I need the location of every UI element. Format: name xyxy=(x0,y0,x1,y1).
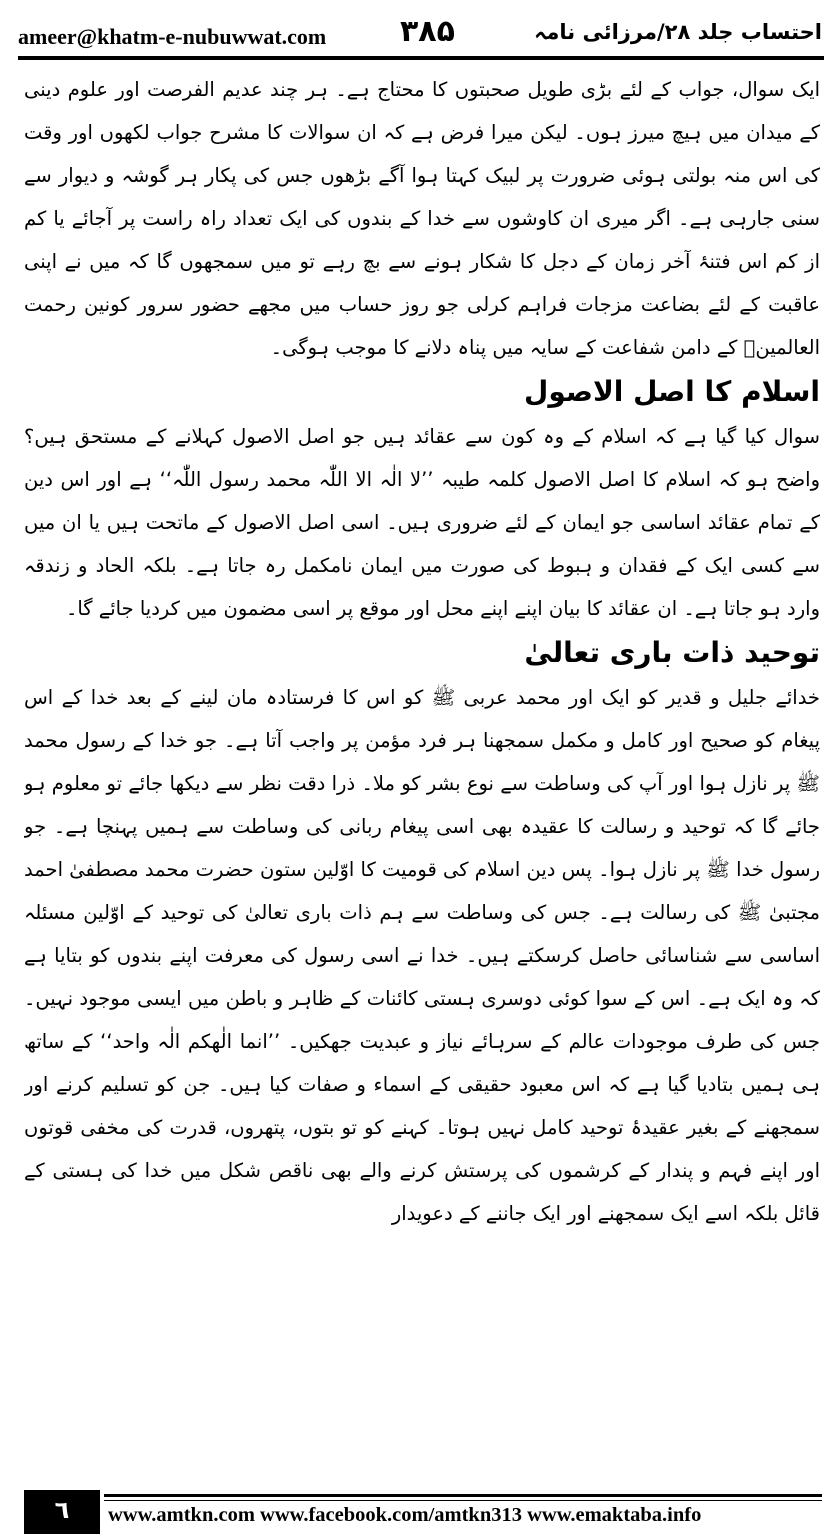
section-heading-asl-ul-usool: اسلام کا اصل الاصول xyxy=(524,375,820,408)
footer-urls: www.amtkn.com www.facebook.com/amtkn313 www.emaktaba.info xyxy=(108,1504,702,1526)
page-header xyxy=(18,14,822,50)
section-paragraph-asl-ul-usool: سوال کیا گیا ہے کہ اسلام کے وہ کون سے عقائد ہیں جو اصل الاصول کہلانے کے مستحق ہیں؟ واضح ہو کہ اسلام کا اصل الاصول کلمہ طیبہ ’’لا الٰہ الا اللّٰہ محمد رسول اللّٰہ‘‘ ہے اور اس دین کے تمام عقائد اساسی جو ایمان کے لئے ضروری ہیں۔ اسی اصل الاصول کے ماتحت ہیں یا ان میں سے کسی ایک کے فقدان و ہبوط کی صورت میں ایمان نامکمل رہ جاتا ہے۔ بلکہ الحاد و زندقہ وارد ہو جاتا ہے۔ ان عقائد کا بیان اپنے اپنے محل اور موقع پر اسی مضمون میں کردیا جائے گا۔ xyxy=(24,425,820,620)
header-page-number: ۳۸۵ xyxy=(400,14,455,49)
section-paragraph-tauheed: خدائے جلیل و قدیر کو ایک اور محمد عربی ﷺ کو اس کا فرستادہ مان لینے کے بعد خدا کے اس پیغام کو صحیح اور کامل و مکمل سمجھنا ہر فرد مؤمن پر واجب آتا ہے۔ جو خدا کے رسول محمد ﷺ پر نازل ہوا اور آپ کی وساطت سے نوع بشر کو ملا۔ ذرا دقت نظر سے دیکھا جائے تو معلوم ہو جائے گا کہ توحید و رسالت کا عقیدہ بھی اسی پیغام ربانی کی وساطت سے ہمیں پہنچا ہے۔ جو رسول خدا ﷺ پر نازل ہوا۔ پس دین اسلام کی قومیت کا اوّلین ستون حضرت محمد مصطفیٰ احمد مجتبیٰ ﷺ کی رسالت ہے۔ جس کی وساطت سے ہم ذات باری تعالیٰ کی توحید کے اوّلین مسئلہ اساسی سے شناسائی حاصل کرسکتے ہیں۔ خدا نے اسی رسول کی معرفت اپنے بندوں کو بتایا ہے کہ وہ ایک ہے۔ اس کے سوا کوئی دوسری ہستی کائنات کے ظاہر و باطن میں ایسی موجود نہیں۔ جس کی طرف موجودات عالم کے سرہائے نیاز و عبدیت جھکیں۔ ’’انما الٰھکم الٰہ واحد‘‘ کے ساتھ ہی ہمیں بتادیا گیا ہے کہ اس معبود حقیقی کے اسماء و صفات کیا ہیں۔ جن کو تسلیم کرنے اور سمجھنے کے بغیر عقیدۂ توحید کامل نہیں ہوتا۔ کہنے کو تو بتوں، پتھروں، قدرت کی مخفی قوتوں اور اپنے فہم و پندار کے کرشموں کی پرستش کرنے والے بھی ناقص شکل میں خدا کی ہستی کے قائل بلکہ اسے ایک سمجھنے اور ایک جاننے کے دعویدار xyxy=(24,686,820,1225)
header-book-title: احتساب جلد ۲۸/مرزائی نامہ xyxy=(534,20,822,44)
section-heading-tauheed: توحید ذات باری تعالیٰ xyxy=(524,636,820,669)
footer-page-number: ٦ xyxy=(24,1490,100,1534)
header-rule xyxy=(18,56,824,60)
page-footer xyxy=(24,1490,822,1534)
page-body xyxy=(24,68,820,1473)
footer-rule-thin xyxy=(104,1500,822,1501)
footer-rule-thick xyxy=(104,1494,822,1497)
intro-paragraph: ایک سوال، جواب کے لئے بڑی طویل صحبتوں کا محتاج ہے۔ ہر چند عدیم الفرصت اور علوم دینی کے میدان میں ہیچ میرز ہوں۔ لیکن میرا فرض ہے کہ ان سوالات کا مشرح جواب لکھوں اور وقت کی اس منہ بولتی ہوئی ضرورت پر لبیک کہتا ہوا آگے بڑھوں جس کی پکار ہر گوشہ و دیوار سے سنی جارہی ہے۔ اگر میری ان کاوشوں سے خدا کے بندوں کی ایک تعداد راہ راست پر آجائے یا کم از کم اس فتنۂ آخر زمان کے دجل کا شکار ہونے سے بچ رہے تو میں سمجھوں گا کہ میں نے اپنی عاقبت کے لئے بضاعت مزجات فراہم کرلی جو روز حساب میں مجھے حضور سرور کونین رحمت العالمینؐ کے دامن شفاعت کے سایہ میں پناہ دلانے کا موجب ہوگی۔ xyxy=(24,78,820,359)
header-email: ameer@khatm-e-nubuwwat.com xyxy=(18,24,327,49)
